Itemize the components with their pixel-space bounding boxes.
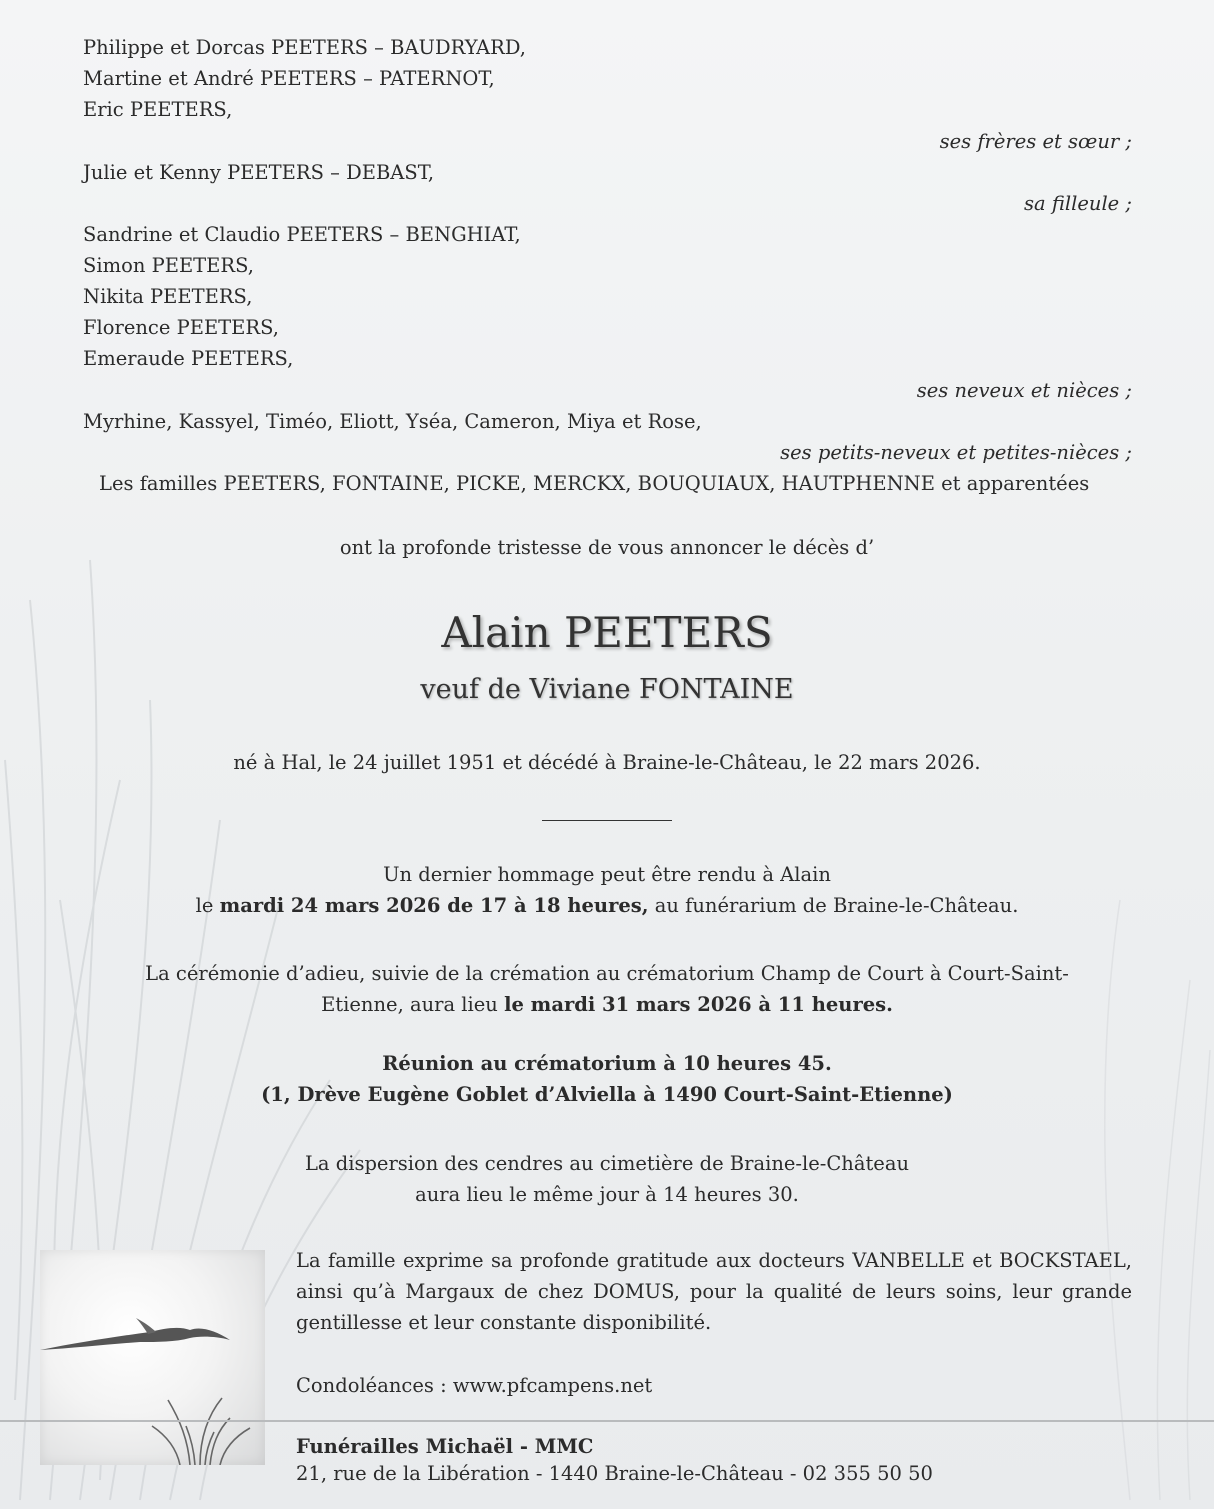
godchild-line: Julie et Kenny PEETERS – DEBAST,: [83, 161, 435, 184]
meeting-line-1: Réunion au crématorium à 10 heures 45.: [382, 1052, 832, 1075]
nephew-line: Simon PEETERS,: [83, 254, 254, 277]
homage-line-2: [0, 894, 1214, 918]
sibling-line: Philippe et Dorcas PEETERS – BAUDRYARD,: [83, 36, 526, 59]
ceremony-line-1: La cérémonie d’adieu, suivie de la crémation au crématorium Champ de Court à Court-Saint-: [145, 962, 1069, 985]
gratitude-text: La famille exprime sa profonde gratitude aux docteurs VANBELLE et BOCKSTAEL, ainsi qu’à Margaux de chez DOMUS, pour la qualité de leurs soins, leur grande gentillesse et leur constante disponibilité.: [296, 1249, 1132, 1334]
announcement-text: ont la profonde tristesse de vous annoncer le décès d’: [339, 536, 875, 559]
nephew-line: Emeraude PEETERS,: [83, 347, 294, 370]
siblings-role: ses frères et sœur ;: [939, 130, 1132, 153]
nephew-line: Florence PEETERS,: [83, 316, 279, 339]
meeting-address: (1, Drève Eugène Goblet d’Alviella à 1490 Court-Saint-Etienne): [261, 1083, 953, 1106]
flying-bird-illustration: [40, 1250, 265, 1465]
dispersion-line-2: aura lieu le même jour à 14 heures 30.: [415, 1183, 799, 1206]
homage-date: mardi 24 mars 2026 de 17 à 18 heures,: [219, 894, 649, 917]
ceremony-date: le mardi 31 mars 2026 à 11 heures.: [504, 993, 893, 1016]
condolences-line: Condoléances : www.pfcampens.net: [296, 1374, 653, 1397]
sibling-line: Eric PEETERS,: [83, 98, 233, 121]
grandnephews-line: Myrhine, Kassyel, Timéo, Eliott, Yséa, Cameron, Miya et Rose,: [83, 410, 702, 433]
funeral-home-name: Funérailles Michaël - MMC: [296, 1435, 594, 1458]
ceremony-line-2: [0, 993, 1214, 1017]
separator-rule: [542, 820, 672, 821]
deceased-name: Alain PEETERS: [441, 608, 773, 657]
godchild-role: sa filleule ;: [1024, 192, 1132, 215]
homage-place: au funérarium de Braine-le-Château.: [654, 894, 1019, 917]
families-line: Les familles PEETERS, FONTAINE, PICKE, MERCKX, BOUQUIAUX, HAUTPHENNE et apparentées: [99, 472, 1090, 495]
homage-line-1: Un dernier hommage peut être rendu à Alain: [383, 863, 831, 886]
widow-of-line: veuf de Viviane FONTAINE: [420, 674, 794, 705]
grandnephews-role: ses petits-neveux et petites-nièces ;: [780, 441, 1132, 464]
ceremony-prefix: Etienne, aura lieu: [321, 993, 498, 1016]
birth-death-line: né à Hal, le 24 juillet 1951 et décédé à Braine-le-Château, le 22 mars 2026.: [233, 751, 981, 774]
nephews-role: ses neveux et nièces ;: [916, 379, 1132, 402]
sibling-line: Martine et André PEETERS – PATERNOT,: [83, 67, 495, 90]
dispersion-line-1: La dispersion des cendres au cimetière de Braine-le-Château: [304, 1152, 910, 1175]
bird-photo: [40, 1250, 265, 1465]
nephew-line: Sandrine et Claudio PEETERS – BENGHIAT,: [83, 223, 521, 246]
footer-rule: [0, 1420, 1214, 1422]
nephew-line: Nikita PEETERS,: [83, 285, 253, 308]
funeral-home-address: 21, rue de la Libération - 1440 Braine-le-Château - 02 355 50 50: [296, 1462, 933, 1485]
homage-prefix: le: [195, 894, 214, 917]
